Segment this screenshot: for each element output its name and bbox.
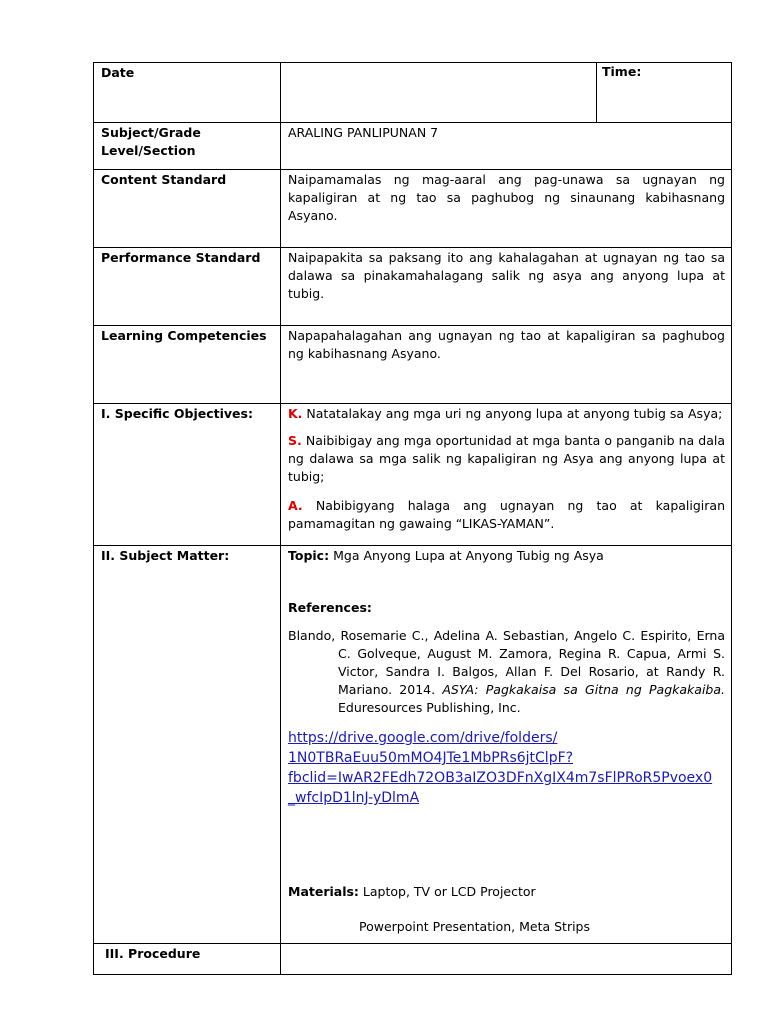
procedure-value <box>281 944 732 975</box>
performance-standard-label: Performance Standard <box>94 248 281 326</box>
date-row <box>94 63 732 123</box>
references-heading: References: <box>288 600 372 615</box>
link-line[interactable]: _wfcIpD1lnJ-yDlmA <box>288 790 420 806</box>
time-label: Time: <box>597 63 732 123</box>
objective-attitude <box>288 497 725 533</box>
objective-marker: K. <box>288 406 303 421</box>
materials-line-2: Powerpoint Presentation, Meta Strips <box>359 919 590 934</box>
link-line[interactable]: 1N0TBRaEuu50mMO4JTe1MbPRs6jtClpF? <box>288 750 574 766</box>
objectives-label: I. Specific Objectives: <box>94 404 281 546</box>
learning-competencies-value: Napapahalagahan ang ugnayan ng tao at kapaligiran sa paghubog ng kabihasnang Asyano. <box>281 326 732 404</box>
objective-text: Nabibigyang halaga ang ugnayan ng tao at kapaligiran pamamagitan ng gawaing “LIKAS-YAMAN”. <box>288 498 725 531</box>
objective-marker: S. <box>288 433 302 448</box>
link-line[interactable]: fbclid=IwAR2FEdh72OB3aIZO3DFnXgIX4m7sFlPRoR5Pvoex0 <box>288 770 713 786</box>
topic-line <box>288 547 725 565</box>
objectives-list <box>281 404 732 546</box>
objective-skill <box>288 432 725 486</box>
reference-link[interactable] <box>288 728 725 808</box>
materials-line <box>288 883 725 901</box>
lesson-plan-table <box>93 62 732 975</box>
subject-matter-content <box>281 546 732 944</box>
learning-competencies-row <box>94 326 732 404</box>
date-value[interactable] <box>281 63 597 123</box>
performance-standard-value: Naipapakita sa paksang ito ang kahalagahan at ugnayan ng tao sa dalawa sa pinakamahalagang salik ng asya ang anyong lupa at tubig. <box>281 248 732 326</box>
objective-marker: A. <box>288 498 303 513</box>
date-label: Date <box>94 63 281 123</box>
content-standard-value: Naipamamalas ng mag-aaral ang pag-unawa sa ugnayan ng kapaligiran at ng tao sa paghubog ng sinaunang kabihasnang Asyano. <box>281 170 732 248</box>
subject-row <box>94 123 732 170</box>
reference-citation <box>288 627 725 717</box>
reference-title: ASYA: Pagkakaisa sa Gitna ng Pagkakaiba. <box>442 682 725 697</box>
reference-publisher: Eduresources Publishing, Inc. <box>338 700 521 715</box>
topic-label: Topic: <box>288 548 330 563</box>
materials-text: Laptop, TV or LCD Projector <box>362 884 536 899</box>
learning-competencies-label: Learning Competencies <box>94 326 281 404</box>
procedure-row <box>94 944 732 975</box>
topic-text: Mga Anyong Lupa at Anyong Tubig ng Asya <box>333 548 604 563</box>
objective-knowledge <box>288 405 725 423</box>
subject-value: ARALING PANLIPUNAN 7 <box>281 123 732 170</box>
objectives-row <box>94 404 732 546</box>
subject-label: Subject/Grade Level/Section <box>94 123 281 170</box>
performance-standard-row <box>94 248 732 326</box>
objective-text: Natatalakay ang mga uri ng anyong lupa at anyong tubig sa Asya; <box>306 406 723 421</box>
link-line[interactable]: https://drive.google.com/drive/folders/ <box>288 730 558 746</box>
reference-authors: Blando, Rosemarie C., Adelina A. Sebastian, Angelo C. Espirito, Erna C. Golveque, August M. Zamora, Regina R. Capua, Armi S. Victor, Sandra I. Balgos, Allan F. Del Rosario, at Randy R. Mariano. 2014. <box>288 628 725 697</box>
content-standard-label: Content Standard <box>94 170 281 248</box>
objective-text: Naibibigay ang mga oportunidad at mga banta o panganib na dala ng dalawa sa mga salik ng kapaligiran ng Asya ang anyong lupa at tubig; <box>288 433 725 484</box>
content-standard-row <box>94 170 732 248</box>
materials-label: Materials: <box>288 884 359 899</box>
subject-matter-label: II. Subject Matter: <box>94 546 281 944</box>
subject-matter-row <box>94 546 732 944</box>
procedure-label: III. Procedure <box>94 944 281 975</box>
